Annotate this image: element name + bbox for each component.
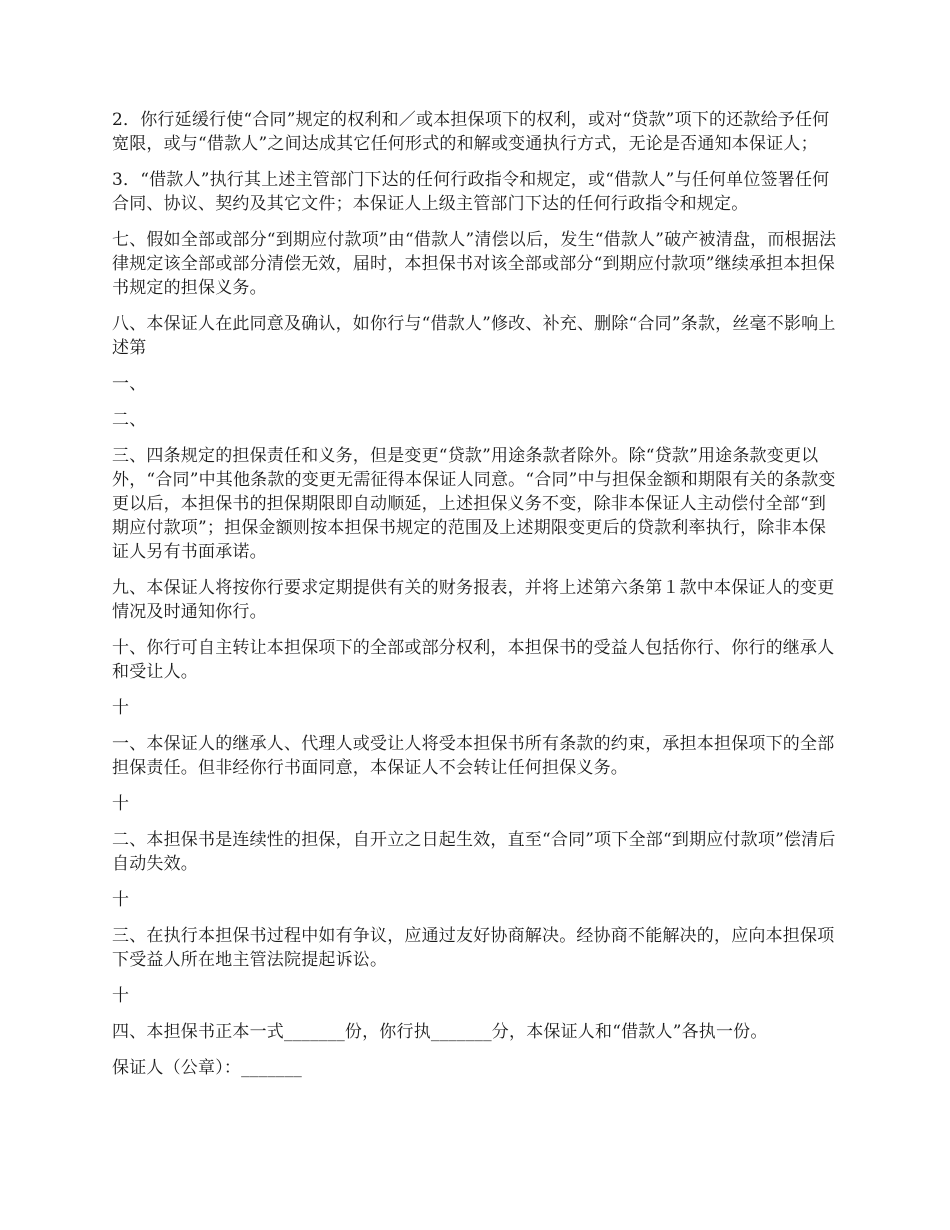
clause-paragraph: 2．你行延缓行使“合同”规定的权利和／或本担保项下的权利，或对“贷款”项下的还款给予任何宽限，或与“借款人”之间达成其它任何形式的和解或变通执行方式，无论是否通知本保证人；	[112, 110, 830, 154]
clause-paragraph: 七、假如全部或部分“到期应付款项”由“借款人”清偿以后，发生“借款人”破产被清盘，而根据法律规定该全部或部分清偿无效，届时，本担保书对该全部或部分“到期应付款项”继续承担本担保书规定的担保义务。	[112, 230, 837, 298]
clause-paragraph: 二、	[112, 410, 147, 430]
clause-paragraph: 一、	[112, 374, 147, 394]
clause-paragraph: 三、在执行本担保书过程中如有争议，应通过友好协商解决。经协商不能解决的，应向本担保项下受益人所在地主管法院提起诉讼。	[112, 926, 835, 970]
document-body	[112, 108, 842, 1092]
clause-paragraph: 十、你行可自主转让本担保项下的全部或部分权利，本担保书的受益人包括你行、你行的继承人和受让人。	[112, 638, 835, 682]
clause-paragraph: 四、本担保书正本一式_______份，你行执_______分，本保证人和“借款人”各执一份。	[112, 1022, 768, 1042]
clause-paragraph: 九、本保证人将按你行要求定期提供有关的财务报表，并将上述第六条第１款中本保证人的变更情况及时通知你行。	[112, 578, 835, 622]
clause-paragraph: 十	[112, 986, 130, 1006]
clause-paragraph: 十	[112, 794, 130, 814]
clause-paragraph: 一、本保证人的继承人、代理人或受让人将受本担保书所有条款的约束，承担本担保项下的全部担保责任。但非经你行书面同意，本保证人不会转让任何担保义务。	[112, 734, 835, 778]
clause-paragraph: 十	[112, 698, 130, 718]
clause-paragraph: 三、四条规定的担保责任和义务，但是变更“贷款”用途条款者除外。除“贷款”用途条款变更以外，“合同”中其他条款的变更无需征得本保证人同意。“合同”中与担保金额和期限有关的条款变更以后，本担保书的担保期限即自动顺延，上述担保义务不变，除非本保证人主动偿付全部“到期应付款项”；担保金额则按本担保书规定的范围及上述期限变更后的贷款利率执行，除非本保证人另有书面承诺。	[112, 446, 836, 562]
clause-paragraph: 八、本保证人在此同意及确认，如你行与“借款人”修改、补充、删除“合同”条款，丝毫不影响上述第	[112, 314, 836, 358]
clause-paragraph: 十	[112, 890, 130, 910]
clause-paragraph: 3．“借款人”执行其上述主管部门下达的任何行政指令和规定，或“借款人”与任何单位签署任何合同、协议、契约及其它文件；本保证人上级主管部门下达的任何行政指令和规定。	[112, 170, 830, 214]
signature-line: 保证人（公章）：_______	[112, 1058, 302, 1078]
clause-paragraph: 二、本担保书是连续性的担保，自开立之日起生效，直至“合同”项下全部“到期应付款项”偿清后自动失效。	[112, 830, 836, 874]
